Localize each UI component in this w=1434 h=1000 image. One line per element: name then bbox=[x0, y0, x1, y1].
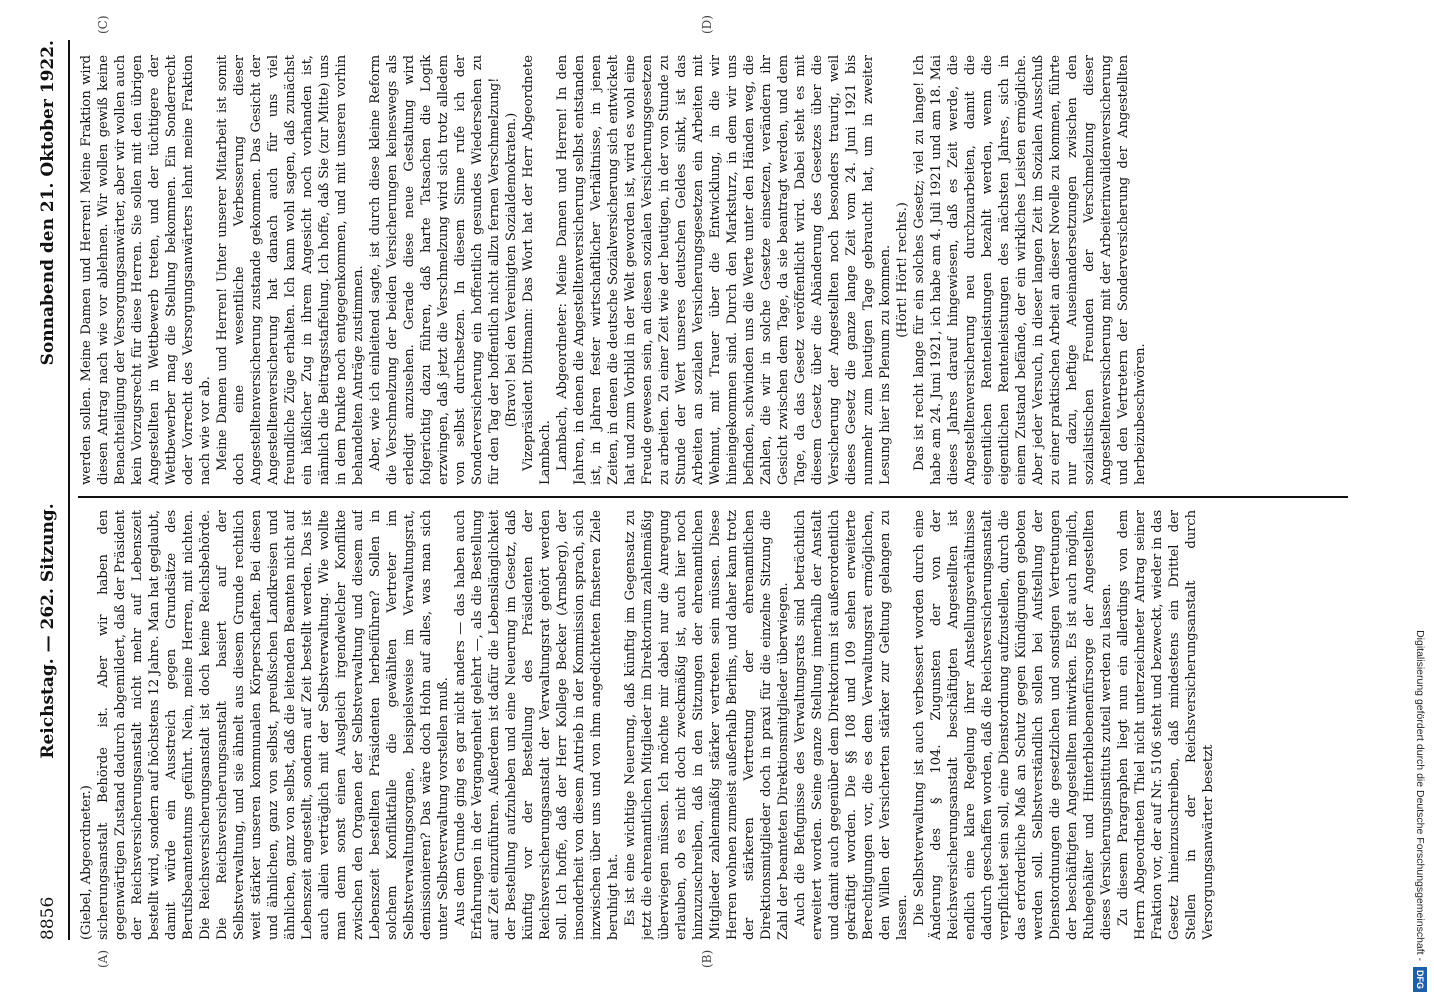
page-header bbox=[30, 40, 66, 940]
left-text-column bbox=[78, 510, 1348, 940]
lambach-speech: Lambach, Abgeordneter: Meine Damen und Herren! In den Jahren, in denen die Angestelltenversicherung selbst entstanden ist, in Jahren fester wirtschaftlicher Verhältnisse, in jenen Zeiten, in denen die deutsche Sozialversicherung sich entwickelt hat und zum Vorbild in der Welt geworden ist, wird es wohl eine Freude gewesen sein, an diesen sozialen Versicherungsgesetzen zu arbeiten. Zu einer Zeit wie der heutigen, in der von Stunde zu Stunde der Wert unseres deutschen Geldes sinkt, ist das Arbeiten an sozialen Versicherungsgesetzen ein Arbeiten mit Wehmut, mit Trauer über die Entwicklung, in die wir hineingekommen sind. Durch den Marksturz, in dem wir uns befinden, schwinden uns die Werte unter den Händen weg, die Zahlen, die wir in solche Gesetze einsetzen, verändern ihr Gesicht zwischen dem Tage, da sie beantragt werden, und dem Tage, da das Gesetz veröffentlicht wird. Dabei steht es mit diesem Gesetz über die Abänderung des Gesetzes über die Versicherung der Angestellten noch besonders traurig, weil dieses Gesetz die ganze lange Zeit vom 24. Juni 1921 bis nunmehr zum heutigen Tage gebraucht hat, um in zweiter Lesung hier ins Plenum zu kommen. bbox=[555, 55, 893, 485]
credit-text: Digitalisierung gefördert durch die Deutsche Forschungsgemeinschaft - bbox=[1414, 630, 1426, 961]
left-paragraph: Zu diesem Paragraphen liegt nun ein allerdings von dem Herrn Abgeordneten Thiel nicht unterzeichneter Antrag seiner Fraktion vor, der auf Nr. 5106 steht und bezweckt, wieder in das Gesetz hineinzuschreiben, daß mindestens ein Drittel der Stellen in der Reichsversicherungsanstalt durch Versorgungsanwärter besetzt bbox=[1116, 510, 1216, 940]
margin-marker-d: (D) bbox=[700, 15, 714, 34]
dfg-logo: DFG bbox=[1413, 967, 1427, 992]
left-paragraph: Die Selbstverwaltung ist auch verbessert worden durch eine Änderung des § 104. Zugunsten der von der Reichsversicherungsanstalt beschäftigten Angestellten ist endlich eine klare Regelung ihrer Anstellungsverhältnisse dadurch geschaffen worden, daß die Reichsversicherungsanstalt verpflichtet sein soll, eine Dienstordnung aufzustellen, durch die das erforderliche Maß an Schutz gegen Kündigungen geboten werden soll. Selbstverständlich sollen bei Aufstellung der Dienstordnungen die gesetzlichen und sonstigen Vertretungen der beschäftigten Angestellten mitwirken. Es ist auch möglich, Ruhegehälter und Hinterbliebenenfürsorge der Angestellten dieses Versicherungsinstituts zuteil werden zu lassen. bbox=[912, 510, 1114, 940]
page-number: 8856 bbox=[38, 896, 58, 940]
session-title: Reichstag. — 262. Sitzung. bbox=[38, 503, 58, 759]
applause-note: (Bravo! bei den Vereinigten Sozialdemokraten.) bbox=[504, 112, 519, 428]
column-divider bbox=[78, 496, 1348, 498]
right-paragraph: Das ist recht lange für ein solches Gesetz; viel zu lange! Ich habe am 24. Juni 1921, ich habe am 4. Juli 1921 und am 18. Mai dieses Jahres darauf hingewiesen, daß es Zeit werde, die Angestelltenversicherung neu durchzuarbeiten, damit die eigentlichen Rentenleistungen bezahlt werden, wenn die eigentlichen Rentenleistungen des nächsten Jahres, sich in einem Zustand befände, der ein wirkliches Leisten ermögliche. Aber jeder Versuch, in dieser langen Zeit im Sozialen Ausschuß zu einer praktischen Arbeit an dieser Novelle zu kommen, führte nur dazu, heftige Auseinandersetzungen zwischen den sozialistischen Freunden der Verschmelzung dieser Angestelltenversicherung mit der Arbeiterinvalidenversicherung und den Vertretern der Sonderversicherung der Angestellten herbeizubeschwören. bbox=[912, 55, 1148, 485]
margin-marker-c: (C) bbox=[96, 15, 110, 34]
speaker-continuation: (Giebel, Abgeordneter.) bbox=[79, 785, 94, 940]
right-paragraph: Meine Damen und Herren! Unter unserer Mitarbeit ist somit doch eine wesentliche Verbesserung dieser Angestelltenversicherung zustande gekommen. Das Gesicht der Angestelltenversicherung hat danach auch für uns viel freundliche Züge erhalten. Ich kann wohl sagen, daß zunächst ein häßlicher Zug in ihrem Angesicht noch vorhanden ist, nämlich die Beitragsstaffelung. Ich hoffe, daß Sie (zur Mitte) uns in dem Punkte noch entgegenkommen, und mit unseren vorhin behandelten Anträge zustimmen. bbox=[215, 55, 366, 485]
right-text-column bbox=[78, 55, 1348, 485]
vice-president-remark: Vizepräsident Dittmann: Das Wort hat der Herr Abgeordnete Lambach. bbox=[521, 55, 553, 485]
header-rule bbox=[68, 40, 70, 940]
digitization-credit bbox=[1412, 8, 1432, 992]
left-paragraph: Es ist eine wichtige Neuerung, daß künftig im Gegensatz zu jetzt die ehrenamtlichen Mitglieder im Direktorium zahlenmäßig überwiegen müssen. Ich möchte mir dabei nur die Anregung erlauben, ob es nicht doch zweckmäßig ist, auch hier noch hinzuzuschreiben, daß in den Sitzungen der ehrenamtlichen Mitglieder zahlenmäßig stärker vertreten sein müssen. Diese Herren wohnen zumeist außerhalb Berlins, und daher kann trotz der stärkeren Vertretung der ehrenamtlichen Direktionsmitglieder doch in praxi für die einzelne Sitzung die Zahl der beamteten Direktionsmitglieder überwiegen. bbox=[623, 510, 791, 940]
right-paragraph: Aber, wie ich einleitend sagte, ist durch diese kleine Reform die Verschmelzung der beiden Versicherungen keineswegs als erledigt anzusehen. Gerade diese neue Gestaltung wird folgerichtig dazu führen, daß harte Tatsachen die Logik erzwingen, daß jetzt die Verschmelzung wird sich trotz alledem von selbst durchsetzen. In diesem Sinne rufe ich der Sonderversicherung ein hoffentlich gesundes Wiedersehen zu für den Tag der hoffentlich nicht allzu fernen Verschmelzung! bbox=[368, 55, 502, 485]
left-paragraph: Auch die Befugnisse des Verwaltungsrats sind beträchtlich erweitert worden. Seine ganze Stellung innerhalb der Anstalt und damit auch gegenüber dem Direktorium ist außerordentlich gekräftigt worden. Die §§ 108 und 109 sehen erweiterte Berechtigungen vor, die es dem Verwaltungsrat ermöglichen, den Willen der Versicherten stärker zur Geltung gelangen zu lassen. bbox=[793, 510, 910, 940]
left-paragraph: sicherungsanstalt Behörde ist. Aber wir haben den gegenwärtigen Zustand dadurch abgemildert, daß der Präsident der Reichsversicherungsanstalt nicht mehr auf Lebenszeit bestellt wird, sondern auf höchstens 12 Jahre. Man hat geglaubt, damit würde ein Ausstreich gegen Grundsätze des Berufsbeamtentums geführt. Nein, meine Herren, mit nichten. Die Reichsversicherungsanstalt ist doch keine Reichsbehörde. Die Reichsversicherungsanstalt basiert auf der Selbstverwaltung, und sie ähnelt aus diesem Grunde rechtlich weit stärker unseren kommunalen Körperschaften. Bei diesen und ähnlichen, ganz von selbst, preußischen Landkreisen und ähnlichen, ganz von selbst, daß die leitenden Beamten nicht auf Lebenszeit angestellt, sondern auf Zeit bestellt werden. Das ist auch allein verträglich mit der Selbstverwaltung. Wie wollte man denn sonst einen Ausgleich irgendwelcher Konflikte zwischen den Organen der Selbstverwaltung und diesem auf Lebenszeit bestellten Präsidenten herbeiführen? Sollen in solchem Konfliktfalle die gewählten Vertreter im Selbstverwaltungsorgane, beispielsweise im Verwaltungsrat, demissionieren? Das wäre doch Hohn auf alles, was man sich unter Selbstverwaltung vorstellen muß. bbox=[96, 510, 451, 940]
interjection-note: (Hört! Hört! rechts.) bbox=[895, 202, 910, 338]
left-paragraph: Aus dem Grunde ging es gar nicht anders — das haben auch Erfahrungen in der Vergangenheit gelehrt —, als die Bestellung auf Zeit einzuführen. Außerdem ist dafür die Lebenslänglichkeit der Bestellung aufzuheben und eine Neuerung im Gesetz, daß künftig vor der Bestellung des Präsidenten der Reichsversicherungsanstalt der Verwaltungsrat gehört werden soll. Ich hoffe, daß der Herr Kollege Becker (Arnsberg), der insonderheit von diesem Antrieb in der Kommission sprach, sich inzwischen über uns und von ihm angedichteten finsteren Ziele beruhigt hat. bbox=[453, 510, 621, 940]
margin-marker-a: (A) bbox=[96, 949, 110, 968]
right-paragraph: werden sollen. Meine Damen und Herren! Meine Fraktion wird diesen Antrag nach wie vor ablehnen. Wir wollen gewiß keine Benachteiligung der Versorgungsanwärter, aber wir wollen auch kein Vorzugsrecht für diese Herren. Sie sollen mit den übrigen Angestellten in Wettbewerb treten, und der tüchtigere der Wettbewerber mag die Stellung bekommen. Ein Sonderrecht oder Vorrecht des Versorgungsanwärters lehnt meine Fraktion nach wie vor ab. bbox=[79, 55, 213, 485]
session-date: Sonnabend den 21. Oktober 1922. bbox=[38, 40, 58, 366]
margin-marker-b: (B) bbox=[700, 949, 714, 968]
